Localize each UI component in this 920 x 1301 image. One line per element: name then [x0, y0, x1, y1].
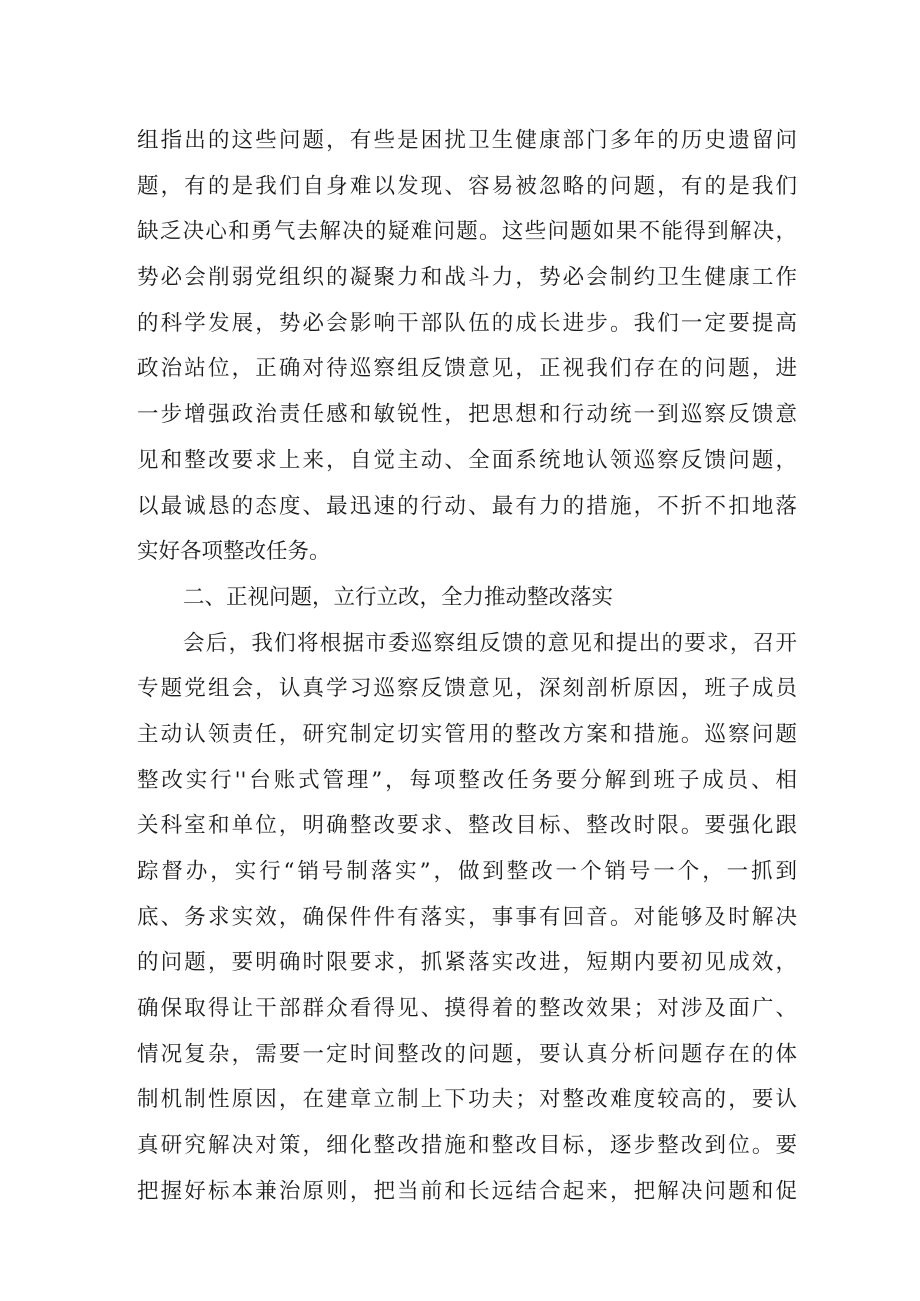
paragraph-1-line: 见和整改要求上来，自觉主动、全面系统地认领巡察反馈问题， [137, 447, 797, 473]
paragraph-1-line: 以最诚恳的态度、最迅速的行动、最有力的措施，不折不扣地落 [137, 493, 797, 519]
section-heading: 二、正视问题，立行立改，全力推动整改落实 [183, 584, 614, 610]
paragraph-2-line: 整改实行''台账式管理”，每项整改任务要分解到班子成员、相 [137, 767, 797, 793]
paragraph-1-line: 组指出的这些问题，有些是困扰卫生健康部门多年的历史遗留问 [137, 128, 797, 153]
paragraph-2-line: 底、务求实效，确保件件有落实，事事有回音。对能够及时解决 [137, 904, 797, 930]
paragraph-2-line: 制机制性原因，在建章立制上下功夫；对整改难度较高的，要认 [137, 1087, 797, 1113]
paragraph-2-line: 专题党组会，认真学习巡察反馈意见，深刻剖析原因，班子成员 [137, 676, 797, 702]
paragraph-1-line: 题，有的是我们自身难以发现、容易被忽略的问题，有的是我们 [137, 173, 797, 199]
paragraph-1-line: 一步增强政治责任感和敏锐性，把思想和行动统一到巡察反馈意 [137, 402, 797, 428]
paragraph-2-line: 关科室和单位，明确整改要求、整改目标、整改时限。要强化跟 [137, 813, 797, 839]
paragraph-2-line: 踪督办，实行“销号制落实”，做到整改一个销号一个，一抓到 [137, 859, 797, 884]
paragraph-1-line: 的科学发展，势必会影响干部队伍的成长进步。我们一定要提高 [137, 310, 797, 336]
paragraph-2-line: 情况复杂，需要一定时间整改的问题，要认真分析问题存在的体 [137, 1041, 797, 1067]
paragraph-2-line: 的问题，要明确时限要求，抓紧落实改进，短期内要初见成效， [137, 950, 797, 976]
document-body [137, 118, 797, 1215]
paragraph-1-line: 缺乏决心和勇气去解决的疑难问题。这些问题如果不能得到解决， [137, 219, 797, 245]
paragraph-2-line: 把握好标本兼治原则，把当前和长远结合起来，把解决问题和促 [137, 1178, 797, 1204]
paragraph-2-line: 确保取得让干部群众看得见、摸得着的整改效果；对涉及面广、 [137, 996, 797, 1022]
paragraph-2-line: 会后，我们将根据市委巡察组反馈的意见和提出的要求，召开 [183, 630, 797, 656]
paragraph-1-line: 势必会削弱党组织的凝聚力和战斗力，势必会制约卫生健康工作 [137, 265, 797, 291]
paragraph-1-line: 实好各项整改任务。 [137, 539, 331, 565]
paragraph-1-line: 政治站位，正确对待巡察组反馈意见，正视我们存在的问题，进 [137, 356, 797, 382]
paragraph-2-line: 主动认领责任，研究制定切实管用的整改方案和措施。巡察问题 [137, 721, 797, 747]
paragraph-2-line: 真研究解决对策，细化整改措施和整改目标，逐步整改到位。要 [137, 1133, 797, 1159]
